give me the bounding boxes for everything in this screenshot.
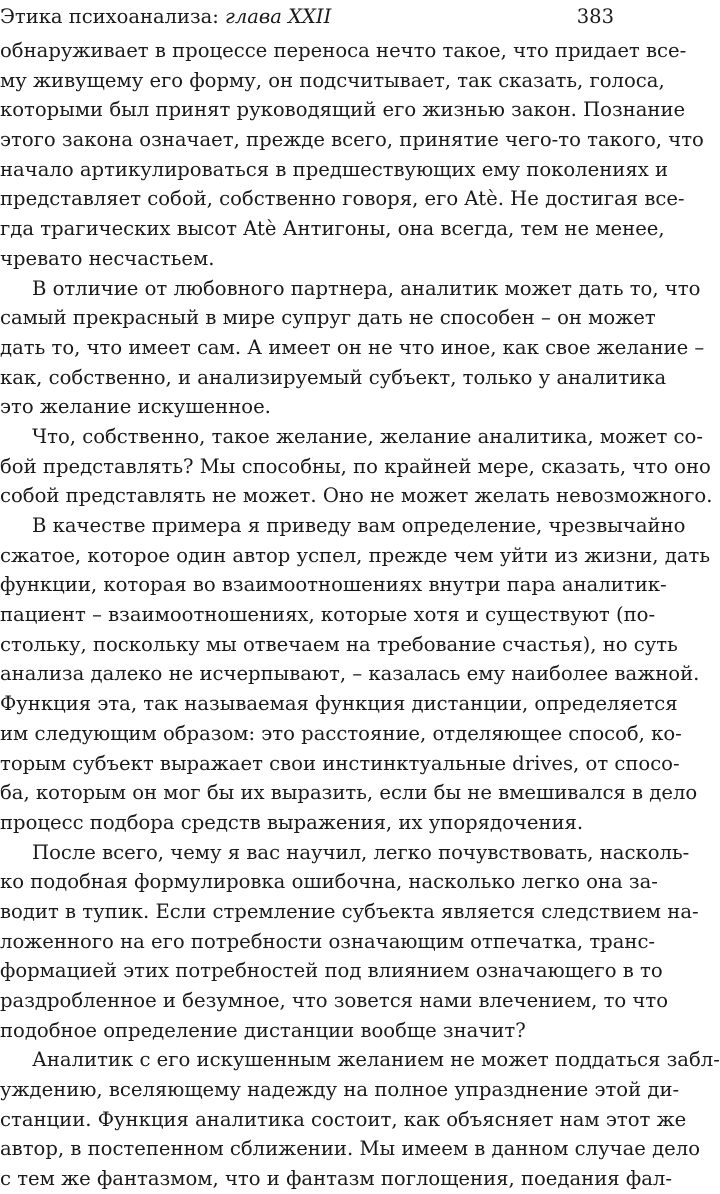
text-line: начало артикулироваться в предшествующих ему поколениях и [0, 157, 669, 181]
text-line: сжатое, которое один автор успел, прежде чем уйти из жизни, дать [0, 543, 711, 567]
text-line: После всего, чему я вас научил, легко почувствовать, насколь- [32, 840, 690, 864]
text-line: торым субъект выражает свои инстинктуальные drives, от спосо- [0, 751, 680, 775]
text-line: дать то, что имеет сам. А имеет он не что иное, как свое желание – [0, 335, 705, 359]
text-line: процесс подбора средств выражения, их упорядочения. [0, 810, 584, 834]
text-line: чревато несчастьем. [0, 246, 215, 270]
text-line: В отличие от любовного партнера, аналитик может дать то, что [32, 276, 701, 300]
text-line: Аналитик с его искушенным желанием не может поддаться забл- [32, 1048, 720, 1072]
text-line: раздробленное и безумное, что зовется нами влечением, то что [0, 989, 669, 1012]
page-number: 383 [576, 5, 614, 28]
text-line: представляет собой, собственно говоря, его Atè. Не достигая все- [0, 187, 685, 211]
text-line: с тем же фантазмом, что и фантазм поглощения, поедания фал- [0, 1167, 672, 1191]
text-line: формацией этих потребностей под влиянием означающего в то [0, 959, 663, 983]
chapter-title [0, 2, 331, 32]
text-line: Что, собственно, такое желание, желание аналитика, может со- [32, 424, 703, 448]
text-line: обнаруживает в процессе переноса нечто такое, что придает все- [0, 39, 687, 62]
text-line: функции, которая во взаимоотношениях внутри пара аналитик- [0, 573, 667, 597]
text-line: как, собственно, и анализируемый субъект, только у аналитика [0, 365, 667, 389]
text-line: му живущему его форму, он подсчитывает, так сказать, голоса, [0, 68, 665, 92]
text-line: станции. Функция аналитика состоит, как объясняет нам этот же [0, 1107, 687, 1131]
text-line: которыми был принят руководящий его жизнью закон. Познание [0, 98, 686, 122]
text-line: подобное определение дистанции вообще значит? [0, 1018, 526, 1042]
chapter-title-roman: Этика психоанализа: [0, 5, 226, 28]
text-line: уждению, вселяющему надежду на полное упразднение этой ди- [0, 1078, 680, 1102]
text-line: бой представлять? Мы способны, по крайней мере, сказать, что оно [0, 454, 711, 478]
chapter-title-italic: глава XXII [225, 5, 332, 28]
text-line: это желание искушенное. [0, 395, 271, 419]
text-line: ко подобная формулировка ошибочна, насколько легко она за- [0, 870, 658, 894]
text-line: самый прекрасный в мире супруг дать не способен – он может [0, 306, 656, 330]
text-line: ложенного на его потребности означающим отпечатка, транс- [0, 929, 656, 953]
text-line: стольку, поскольку мы отвечаем на требование счастья), но суть [0, 632, 678, 656]
text-line: им следующим образом: это расстояние, отделяющее способ, ко- [0, 721, 682, 745]
text-line: этого закона означает, прежде всего, принятие чего-то такого, что [0, 128, 704, 152]
text-line: собой представлять не может. Оно не может желать невозможного. [0, 484, 713, 508]
text-line: водит в тупик. Если стремление субъекта является следствием на- [0, 899, 699, 923]
running-head [0, 2, 620, 36]
text-line: пациент – взаимоотношениях, которые хотя и существуют (по- [0, 603, 656, 627]
text-line: анализа далеко не исчерпывают, – казалась ему наиболее важной. [0, 662, 700, 686]
text-line: Функция эта, так называемая функция дистанции, определяется [0, 692, 678, 716]
text-line: гда трагических высот Atè Антигоны, она всегда, тем не менее, [0, 217, 665, 241]
text-line: В качестве примера я приведу вам определение, чрезвычайно [32, 514, 686, 537]
body-text [0, 36, 720, 1194]
text-line: ба, которым он мог бы их выразить, если бы не вмешивался в дело [0, 781, 698, 805]
text-line: автор, в постепенном сближении. Мы имеем в данном случае дело [0, 1137, 700, 1161]
